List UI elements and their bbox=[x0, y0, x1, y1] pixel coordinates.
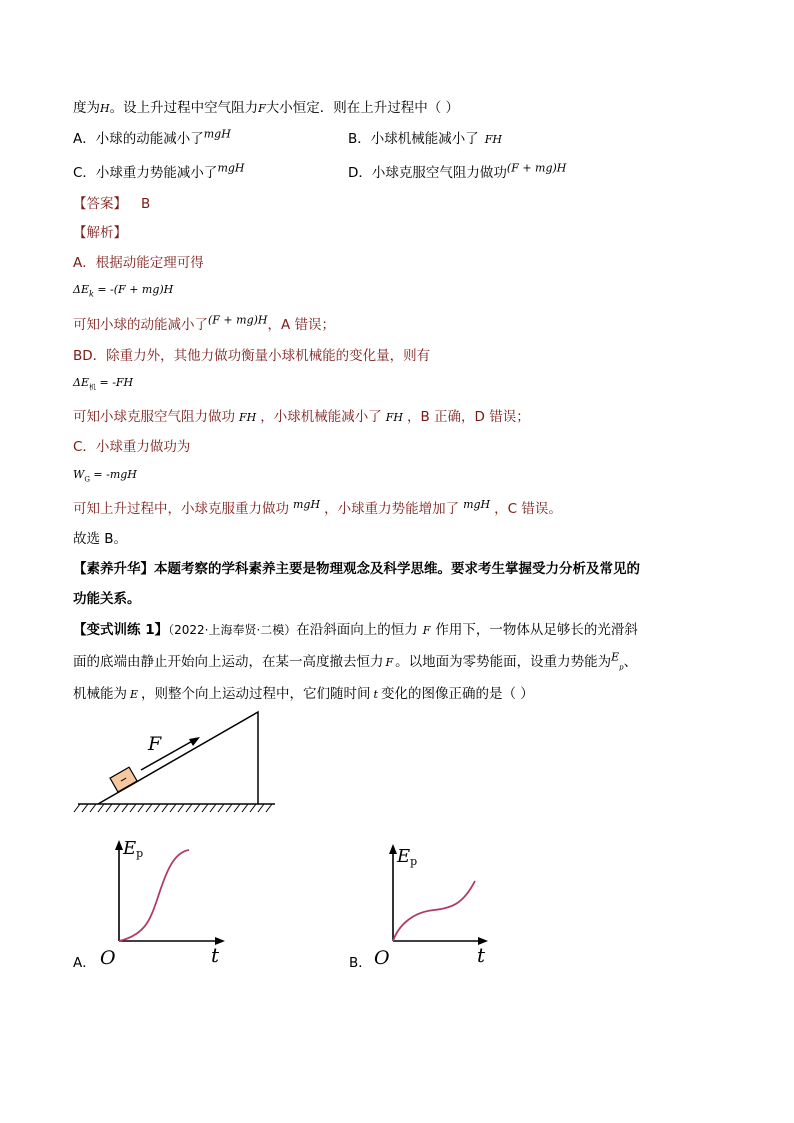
question-text: 。设上升过程中空气阻力 bbox=[109, 100, 259, 116]
variant-source: （2022·上海奉贤·二模） bbox=[168, 623, 297, 637]
analysis-text: ，小球机械能减小了 bbox=[260, 409, 382, 425]
ep-curve bbox=[393, 881, 475, 941]
option-d bbox=[348, 161, 566, 181]
graph-a-option-label: A． bbox=[73, 955, 96, 971]
option-a-label: A．小球的动能减小了 bbox=[73, 131, 204, 147]
analysis-a-line: A．根据动能定理可得 bbox=[73, 255, 204, 271]
y-axis-label: Ep bbox=[397, 846, 418, 868]
analysis-tag: 【解析】 bbox=[73, 225, 127, 241]
ep-curve bbox=[119, 850, 189, 941]
analysis-math: FH bbox=[239, 411, 257, 424]
analysis-math: FH bbox=[385, 411, 403, 424]
variant-math: F bbox=[422, 624, 431, 637]
literacy-line-1 bbox=[73, 557, 640, 577]
analysis-math: mgH bbox=[293, 497, 321, 511]
analysis-text: ，C 错误。 bbox=[494, 501, 562, 517]
option-b-math: FH bbox=[484, 133, 502, 146]
variant-line-3 bbox=[73, 682, 534, 702]
analysis-text: ，小球重力势能增加了 bbox=[324, 501, 460, 517]
option-a bbox=[73, 127, 231, 147]
y-axis-label: Ep bbox=[123, 838, 144, 860]
formula-3-rest: = -mgH bbox=[89, 468, 137, 481]
math-H: H bbox=[100, 102, 110, 115]
origin-label: O bbox=[100, 947, 116, 969]
ground-hatching bbox=[74, 804, 272, 812]
analysis-text: 可知小球克服空气阻力做功 bbox=[73, 409, 235, 425]
graph-a bbox=[95, 830, 235, 970]
formula-2-main: ΔE bbox=[73, 376, 89, 389]
option-b-label: B．小球机械能减小了 bbox=[348, 131, 479, 147]
formula-2-sub: 机 bbox=[88, 383, 96, 392]
block bbox=[110, 767, 137, 792]
option-c-label: C．小球重力势能减小了 bbox=[73, 165, 218, 181]
option-d-label: D．小球克服空气阻力做功 bbox=[348, 165, 507, 181]
variant-math: F bbox=[385, 656, 394, 669]
formula-3-main: W bbox=[73, 468, 85, 481]
analysis-line-6 bbox=[73, 497, 562, 517]
formula-2 bbox=[73, 374, 133, 393]
variant-line-2 bbox=[73, 650, 637, 672]
literacy-line-2: 功能关系。 bbox=[73, 591, 141, 607]
variant-text: 面的底端由静止开始向上运动，在某一高度撤去恒力 bbox=[73, 654, 384, 670]
variant-math: E bbox=[611, 650, 620, 664]
formula-1-sub: k bbox=[88, 289, 94, 299]
x-axis-label: t bbox=[211, 943, 220, 967]
analysis-text: 可知上升过程中，小球克服重力做功 bbox=[73, 501, 289, 517]
conclusion: 故选 B。 bbox=[73, 531, 128, 547]
option-c bbox=[73, 161, 245, 181]
option-d-math: (F + mg)H bbox=[506, 161, 567, 175]
variant-tag: 【变式训练 1】 bbox=[73, 622, 169, 638]
analysis-text: ，B 正确，D 错误； bbox=[406, 409, 530, 425]
variant-math-sub: p bbox=[619, 663, 624, 672]
variant-line-1 bbox=[73, 618, 638, 638]
formula-2-rest: = -FH bbox=[95, 376, 134, 389]
formula-1-rest: = -(F + mg)H bbox=[93, 283, 174, 296]
variant-math: t bbox=[373, 688, 378, 701]
variant-text: 。以地面为零势能面，设重力势能为 bbox=[395, 654, 612, 670]
option-c-math: mgH bbox=[217, 161, 245, 175]
answer-tag: 【答案】 bbox=[73, 196, 127, 212]
variant-text: 在沿斜面向上的恒力 bbox=[296, 622, 418, 638]
incline-diagram bbox=[70, 705, 280, 830]
analysis-line-3: BD．除重力外，其他力做功衡量小球机械能的变化量，则有 bbox=[73, 348, 431, 364]
analysis-math: mgH bbox=[463, 497, 491, 511]
question-line-1 bbox=[73, 96, 459, 116]
formula-1-main: ΔE bbox=[73, 283, 89, 296]
analysis-math: (F + mg)H bbox=[208, 313, 268, 327]
variant-text: 作用下，一物体从足够长的光滑斜 bbox=[435, 622, 638, 638]
analysis-text: ，A 错误； bbox=[267, 317, 336, 333]
variant-text: ，则整个向上运动过程中， bbox=[141, 686, 304, 702]
analysis-line-2 bbox=[73, 313, 335, 333]
origin-label: O bbox=[374, 947, 390, 969]
answer-value: B bbox=[141, 196, 151, 212]
answer-line bbox=[73, 192, 150, 212]
x-axis-label: t bbox=[477, 943, 486, 967]
question-text: 大小恒定．则在上升过程中（ ） bbox=[265, 100, 460, 116]
graph-b-option-label: B． bbox=[349, 955, 372, 971]
literacy-tag: 【素养升华】 bbox=[73, 561, 154, 577]
y-axis-arrow bbox=[115, 840, 123, 850]
math-F: F bbox=[258, 102, 266, 115]
variant-text: 它们随时间 bbox=[303, 686, 371, 702]
analysis-line-4 bbox=[73, 405, 530, 425]
force-arrow-head bbox=[189, 737, 200, 746]
question-text: 度为 bbox=[73, 100, 100, 116]
graph-b bbox=[369, 834, 509, 974]
force-label: F bbox=[148, 733, 162, 755]
analysis-line-5: C．小球重力做功为 bbox=[73, 439, 191, 455]
option-b bbox=[348, 127, 502, 147]
y-axis-arrow bbox=[389, 844, 397, 854]
analysis-text: 可知小球的动能减小了 bbox=[73, 317, 208, 333]
formula-3-sub: G bbox=[84, 475, 90, 484]
variant-text: 变化的图像正确的是（ ） bbox=[380, 686, 534, 702]
formula-1 bbox=[73, 281, 173, 299]
option-a-math: mgH bbox=[203, 127, 231, 141]
variant-text: 机械能为 bbox=[73, 686, 127, 702]
variant-math: E bbox=[130, 688, 139, 701]
formula-3 bbox=[73, 466, 137, 484]
variant-text: 、 bbox=[623, 654, 638, 670]
literacy-text: 本题考察的学科素养主要是物理观念及科学思维。要求考生掌握受力分析及常见的 bbox=[154, 561, 640, 577]
